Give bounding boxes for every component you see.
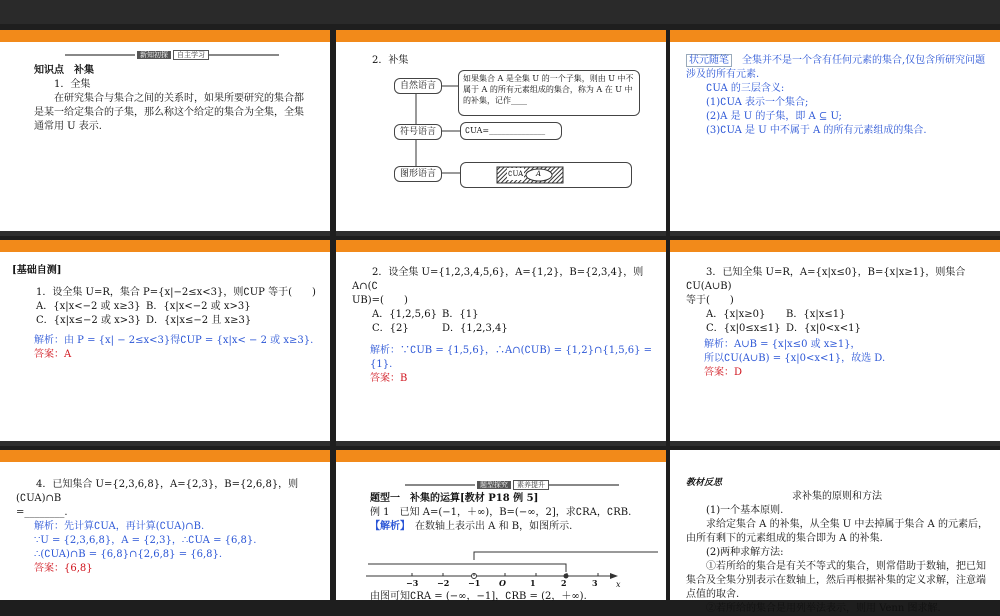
tip-line-4: (2)A 是 U 的子集，即 A ⊆ U; — [706, 111, 842, 122]
question-text: 1．设全集 U=R，集合 P={x|−2≤x<3}，则∁UP 等于( ) — [36, 287, 316, 298]
slide-header-bar — [336, 240, 666, 252]
answer-label: 答案： — [34, 563, 64, 574]
label-symbol-language: 符号语言 — [394, 124, 442, 140]
label-natural-language: 自然语言 — [394, 78, 442, 94]
answer-label: 答案： — [34, 349, 64, 360]
section-banner — [370, 480, 654, 490]
label-graph-language: 图形语言 — [394, 166, 442, 182]
reflection-line-3: (2)两种求解方法: — [706, 547, 784, 558]
slide-7[interactable] — [0, 450, 330, 600]
option-c[interactable]: C．{x|x≤−2 或 x>3} — [36, 315, 141, 326]
option-d[interactable]: D．{1,2,3,4} — [442, 323, 508, 334]
analysis-label: 解析： — [34, 335, 64, 346]
option-b[interactable]: B．{x|x≤1} — [786, 309, 846, 320]
tick-label: −2 — [437, 578, 450, 588]
question-text-line-2: 等于( ) — [686, 295, 734, 306]
symbol-language-text: ∁UA=______________ — [465, 126, 546, 135]
answer-text: A — [64, 349, 72, 360]
body-text: 在研究集合与集合之间的关系时，如果所要研究的集合都是某一给定集合的子集，那么称这个给定的集合为全集，全集通常用 U 表示. — [34, 93, 304, 132]
reflection-line-1: (1)一个基本原则. — [706, 505, 784, 516]
venn-diagram — [461, 163, 631, 187]
slide-8[interactable] — [336, 450, 666, 600]
analysis-text: ∵∁UB = {1,5,6}，∴A∩(∁UB) = {1,2}∩{1,5,6} = {1}. — [370, 345, 653, 370]
answer-text: {6,8} — [64, 563, 93, 574]
option-d[interactable]: D．{x|0<x<1} — [786, 323, 861, 334]
tick-label: −1 — [468, 578, 481, 588]
tip-line-1: 全集并不是一个含有任何元素的集合,仅包含所研究问题涉及的所有元素. — [686, 55, 986, 80]
question-text-line-1: 2．设全集 U={1,2,3,4,5,6}，A={1,2}，B={2,3,4}，则 A∩(∁ — [352, 267, 644, 292]
banner-tag: 素养提升 — [513, 480, 549, 490]
reflection-title: 求补集的原则和方法 — [792, 491, 882, 502]
solution-text: 在数轴上表示出 A 和 B，如图所示. — [415, 521, 573, 532]
tip-line-3: (1)∁UA 表示一个集合; — [706, 97, 809, 108]
question-text-line-2: UB)=( ) — [352, 295, 408, 306]
option-c[interactable]: C．{2} — [372, 323, 409, 334]
slide-header-bar — [670, 240, 1000, 252]
conclusion-text: 由图可知∁RA = (−∞，−1]，∁RB = (2，＋∞). — [370, 591, 587, 602]
banner-tag: 新知初探 — [137, 51, 171, 59]
question-text-line-1: 3．已知全集 U=R，A={x|x≤0}，B={x|x≥1}，则集合∁U(A∪B) — [686, 267, 966, 292]
banner-tag: 题型探究 — [477, 481, 511, 489]
venn-set-a-label: A — [536, 170, 542, 178]
slide-9[interactable] — [670, 450, 1000, 614]
option-b[interactable]: B．{x|x<−2 或 x>3} — [146, 301, 251, 312]
section-head: [基础自测] — [12, 265, 62, 276]
slide-4[interactable] — [0, 240, 330, 446]
slide-header-bar — [670, 30, 1000, 42]
analysis-text-3: ∴(∁UA)∩B = {6,8}∩{2,6,8} = {6,8}. — [34, 549, 223, 560]
analysis-text-1: 先计算∁UA，再计算(∁UA)∩B. — [64, 521, 205, 532]
option-b[interactable]: B．{1} — [442, 309, 479, 320]
slide-header-bar — [0, 450, 330, 462]
reflection-head: 教材反思 — [686, 478, 723, 488]
slide-footer-bar — [670, 231, 1000, 236]
type-title: 题型一 补集的运算[教材 P18 例 5] — [370, 493, 539, 504]
option-c[interactable]: C．{x|0≤x≤1} — [706, 323, 781, 334]
analysis-text-2: ∵U = {2,3,6,8}，A = {2,3}，∴∁UA = {6,8}. — [34, 535, 257, 546]
knowledge-title: 知识点 补集 — [34, 65, 94, 76]
slide-title: 2．补集 — [372, 55, 409, 66]
question-text-line-2: =________. — [16, 507, 68, 518]
slide-footer-bar — [670, 441, 1000, 446]
slide-footer-bar — [336, 441, 666, 446]
reflection-line-5: ②若所给的集合是用列举法表示，则用 Venn 图求解. — [706, 603, 941, 614]
example-text: 例 1 已知 A=(−1，＋∞)，B=(−∞，2]，求∁RA，∁RB. — [370, 507, 632, 518]
slide-5[interactable] — [336, 240, 666, 446]
banner-tag: 自主学习 — [173, 50, 209, 60]
top-toolbar — [0, 0, 1000, 24]
analysis-text-1: A∪B = {x|x≤0 或 x≥1}， — [734, 339, 861, 350]
tip-line-5: (3)∁UA 是 U 中不属于 A 的所有元素组成的集合. — [706, 125, 927, 136]
analysis-text-2: 所以∁U(A∪B) = {x|0<x<1}，故选 D. — [704, 353, 886, 364]
natural-language-box — [458, 70, 640, 116]
question-text-line-1: 4．已知集合 U={2,3,6,8}，A={2,3}，B={2,6,8}，则(∁UA)∩B — [16, 479, 299, 504]
answer-label: 答案： — [704, 367, 734, 378]
venn-complement-label: ∁UA — [508, 170, 524, 178]
option-a[interactable]: A．{1,2,5,6} — [372, 309, 437, 320]
option-a[interactable]: A．{x|x<−2 或 x≥3} — [36, 301, 141, 312]
analysis-text: 由 P = {x| − 2≤x<3}得∁UP = {x|x< − 2 或 x≥3}. — [64, 335, 314, 346]
slide-2[interactable] — [336, 30, 666, 236]
slide-footer-bar — [336, 231, 666, 236]
solution-label: 【解析】 — [370, 521, 405, 532]
slide-1[interactable] — [0, 30, 330, 236]
tip-line-2: ∁UA 的三层含义: — [706, 83, 785, 94]
option-d[interactable]: D．{x|x≤−2 且 x≥3} — [146, 315, 252, 326]
reflection-line-2: 求给定集合 A 的补集，从全集 U 中去掉属于集合 A 的元素后，由所有剩下的元素组成的集合即为 A 的补集. — [686, 519, 988, 544]
tick-label: 1 — [530, 578, 536, 588]
analysis-label: 解析： — [370, 345, 400, 356]
sub-title: 1．全集 — [54, 79, 91, 90]
tick-label: O — [499, 578, 506, 588]
slide-3[interactable] — [670, 30, 1000, 236]
axis-label: x — [616, 580, 621, 589]
slide-header-bar — [336, 450, 666, 462]
slide-header-bar — [0, 30, 330, 42]
slide-6[interactable] — [670, 240, 1000, 446]
natural-language-text: 如果集合 A 是全集 U 的一个子集，则由 U 中不属于 A 的所有元素组成的集合，称为 A 在 U 中的补集，记作____ — [463, 74, 634, 105]
tick-label: 3 — [592, 578, 598, 588]
tick-label: −3 — [406, 578, 419, 588]
answer-text: B — [400, 373, 408, 384]
tick-label: 2 — [561, 578, 567, 588]
answer-text: D — [734, 367, 743, 378]
slide-footer-bar — [0, 441, 330, 446]
slide-footer-bar — [0, 231, 330, 236]
tip-head: 状元随笔 — [686, 54, 732, 67]
analysis-label: 解析： — [34, 521, 64, 532]
answer-label: 答案： — [370, 373, 400, 384]
graph-language-box — [460, 162, 632, 188]
option-a[interactable]: A．{x|x≥0} — [706, 309, 766, 320]
slide-header-bar — [0, 240, 330, 252]
symbol-language-box — [460, 122, 562, 140]
section-banner — [34, 50, 310, 60]
analysis-label: 解析： — [704, 339, 734, 350]
reflection-line-4: ①若所给的集合是有关不等式的集合，则常借助于数轴，把已知集合及全集分别表示在数轴上，然后再根据补集的定义求解，注意端点值的取舍. — [686, 561, 986, 600]
